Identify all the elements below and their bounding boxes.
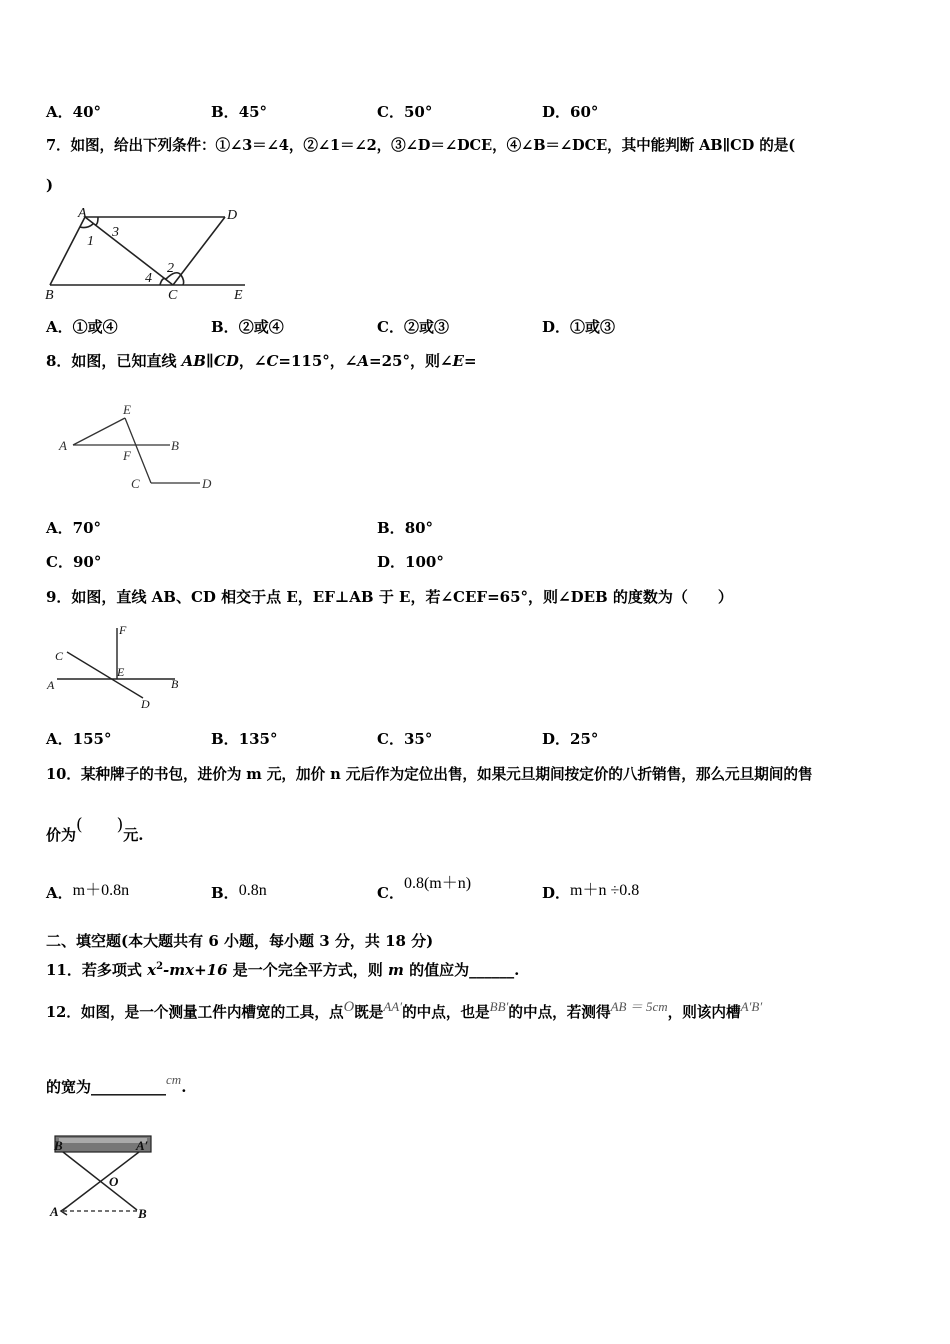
q8-label-d: D — [202, 476, 212, 491]
q7-label-2: 2 — [167, 261, 174, 276]
q8-stem — [46, 352, 477, 370]
q9-option-a-letter: A． — [46, 730, 73, 748]
q10-stem-prefix: 价为 — [46, 826, 77, 844]
q8-stem-mid2: =115°，∠ — [278, 352, 358, 370]
q7-option-a — [46, 318, 118, 336]
q8-stem-mid3: =25°，则∠ — [369, 352, 453, 370]
q10-option-d-letter: D． — [542, 884, 571, 902]
q9-label-b: B — [171, 677, 179, 691]
q8-stem-math1: AB∥CD — [181, 352, 239, 370]
q9-label-d: D — [141, 697, 150, 711]
section-2-heading: 二、填空题(本大题共有 6 小题，每小题 3 分，共 18 分) — [46, 932, 434, 950]
q7-line-ab — [50, 217, 85, 285]
q11-expr-rest: -mx+16 — [163, 961, 228, 979]
q12-line2-prefix: 的宽为__________ — [46, 1078, 167, 1096]
q6-option-c — [377, 103, 432, 121]
q7-option-b — [211, 318, 284, 336]
q8-label-f: F — [123, 448, 131, 463]
q11-suffix: 的值应为______. — [403, 961, 520, 979]
q10-answer-blank: ( ) — [76, 815, 124, 835]
q7-option-a-text: ①或④ — [72, 318, 118, 336]
q12-part4: 的中点，若测得 — [508, 1004, 611, 1021]
q12-label-b1: B — [54, 1138, 63, 1153]
q8-stem-math4: E — [452, 352, 464, 370]
q7-option-b-letter: B． — [211, 318, 239, 336]
q12-math-aa: AA′ — [383, 999, 403, 1014]
q8-option-c-text: 90° — [72, 553, 102, 571]
q8-option-c — [46, 553, 101, 571]
q12-part5: ，则该内槽 — [667, 1004, 741, 1021]
q12-label-a: A — [50, 1204, 59, 1219]
q7-label-b: B — [45, 288, 54, 303]
q8-figure — [55, 398, 235, 498]
q8-stem-end: = — [463, 352, 477, 370]
q7-option-d-text: ①或③ — [570, 318, 616, 336]
q12-math-o: O — [343, 999, 355, 1015]
q8-line-ae — [73, 418, 125, 445]
q11-stem — [46, 958, 519, 979]
q7-stem-line2: ) — [46, 176, 54, 194]
q10-option-d — [542, 884, 639, 903]
q12-math-ab: AB ＝ 5cm — [610, 999, 668, 1014]
q6-option-d-text: 60° — [570, 103, 599, 121]
q7-label-e: E — [234, 288, 243, 303]
q8-label-b: B — [171, 438, 179, 453]
q8-stem-math3: A — [357, 352, 369, 370]
q9-line-cd — [67, 652, 143, 698]
q7-option-a-letter: A． — [46, 318, 73, 336]
q9-option-d — [542, 730, 598, 748]
q8-label-c: C — [131, 476, 140, 491]
q7-label-4: 4 — [145, 271, 152, 286]
q10-option-b-letter: B． — [211, 884, 239, 902]
q8-option-d-letter: D． — [377, 553, 406, 571]
q9-option-b — [211, 730, 278, 748]
q8-stem-math2: C — [266, 352, 279, 370]
q8-option-b-text: 80° — [404, 519, 434, 537]
q9-label-f: F — [119, 623, 127, 637]
q12-part1: 12．如图，是一个测量工件内槽宽的工具，点 — [46, 1004, 344, 1021]
q10-option-b-text: 0.8n — [238, 882, 267, 899]
q12-stem-line1 — [46, 999, 763, 1022]
q11-expr-x: x — [147, 961, 157, 979]
q7-label-1: 1 — [87, 234, 94, 249]
q7-label-c: C — [168, 288, 178, 303]
q12-math-ab2: A′B′ — [740, 999, 763, 1014]
q6-option-b-text: 45° — [238, 103, 268, 121]
q10-option-c — [377, 875, 472, 903]
q11-mid: 是一个完全平方式，则 — [227, 961, 388, 979]
q12-figure — [45, 1128, 165, 1228]
q11-expr-sup: 2 — [156, 961, 164, 972]
q8-option-c-letter: C． — [46, 553, 73, 571]
q7-line-ac — [85, 217, 173, 285]
q7-label-3: 3 — [112, 225, 119, 240]
q10-option-c-letter: C． — [377, 884, 404, 902]
q8-stem-mid1: ，∠ — [238, 352, 267, 370]
q9-figure — [45, 622, 195, 712]
q9-option-b-text: 135° — [238, 730, 278, 748]
q7-option-d — [542, 318, 615, 336]
q9-option-a — [46, 730, 111, 748]
q6-option-a — [46, 103, 101, 121]
q12-line2-unit: cm — [166, 1072, 182, 1087]
q9-option-d-text: 25° — [570, 730, 599, 748]
q6-option-c-letter: C． — [377, 103, 404, 121]
q8-option-d — [377, 553, 444, 571]
q9-option-c-text: 35° — [403, 730, 433, 748]
q7-option-c-text: ②或③ — [403, 318, 449, 336]
q8-option-b-letter: B． — [377, 519, 405, 537]
q8-label-a: A — [59, 438, 67, 453]
q9-option-d-letter: D． — [542, 730, 571, 748]
q12-stem-line2 — [46, 1072, 187, 1097]
q12-math-bb: BB′ — [489, 999, 509, 1014]
q10-stem-suffix: 元. — [123, 826, 144, 844]
q12-part2: 既是 — [354, 1004, 384, 1021]
q12-label-o: O — [109, 1174, 119, 1189]
q7-figure — [40, 205, 260, 305]
q8-option-a — [46, 519, 101, 537]
q6-option-a-text: 40° — [72, 103, 102, 121]
q11-var: m — [387, 961, 404, 979]
q11-prefix: 11．若多项式 — [46, 961, 148, 979]
q7-option-b-text: ②或④ — [238, 318, 284, 336]
q10-option-a — [46, 884, 129, 903]
q7-label-d: D — [227, 208, 238, 223]
q9-label-e: E — [117, 665, 125, 679]
q7-arc-3 — [95, 217, 98, 225]
q12-label-b: B — [138, 1206, 147, 1221]
q12-label-a1: A′ — [136, 1138, 149, 1153]
q10-option-d-text: m＋n ÷0.8 — [570, 882, 640, 899]
q8-option-b — [377, 519, 433, 537]
q8-stem-prefix: 8．如图，已知直线 — [46, 352, 182, 370]
q6-option-b — [211, 103, 267, 121]
q6-option-d-letter: D． — [542, 103, 571, 121]
q10-option-c-text: 0.8(m＋n) — [403, 875, 472, 892]
q8-option-a-letter: A． — [46, 519, 73, 537]
q6-option-c-text: 50° — [403, 103, 433, 121]
q8-option-a-text: 70° — [72, 519, 102, 537]
q8-label-e: E — [123, 402, 131, 417]
q6-option-b-letter: B． — [211, 103, 239, 121]
q9-option-c — [377, 730, 432, 748]
q10-option-a-letter: A． — [46, 884, 73, 902]
q9-label-c: C — [55, 649, 64, 663]
q10-option-a-text: m＋0.8n — [72, 882, 130, 899]
q6-option-a-letter: A． — [46, 103, 73, 121]
q9-stem: 9．如图，直线 AB、CD 相交于点 E，EF⊥AB 于 E，若∠CEF=65°，则∠DEB 的度数为（ ） — [46, 588, 733, 606]
q9-option-b-letter: B． — [211, 730, 239, 748]
q6-option-d — [542, 103, 598, 121]
q12-line2-suffix: . — [181, 1078, 187, 1096]
q10-stem-line2 — [46, 815, 144, 844]
q7-option-c-letter: C． — [377, 318, 404, 336]
q10-option-b — [211, 884, 267, 903]
q12-part3: 的中点，也是 — [402, 1004, 490, 1021]
q7-option-c — [377, 318, 449, 336]
q9-label-a: A — [47, 678, 55, 692]
q7-label-a: A — [78, 206, 87, 221]
q7-stem-line1: 7．如图，给出下列条件：①∠3＝∠4，②∠1＝∠2，③∠D＝∠DCE，④∠B＝∠DCE，其中能判断 AB∥CD 的是( — [46, 137, 796, 154]
q10-stem-line1: 10．某种牌子的书包，进价为 m 元，加价 n 元后作为定位出售，如果元旦期间按定价的八折销售，那么元旦期间的售 — [46, 766, 813, 783]
q8-option-d-text: 100° — [405, 553, 444, 571]
q9-option-a-text: 155° — [72, 730, 112, 748]
q9-option-c-letter: C． — [377, 730, 404, 748]
q7-option-d-letter: D． — [542, 318, 571, 336]
